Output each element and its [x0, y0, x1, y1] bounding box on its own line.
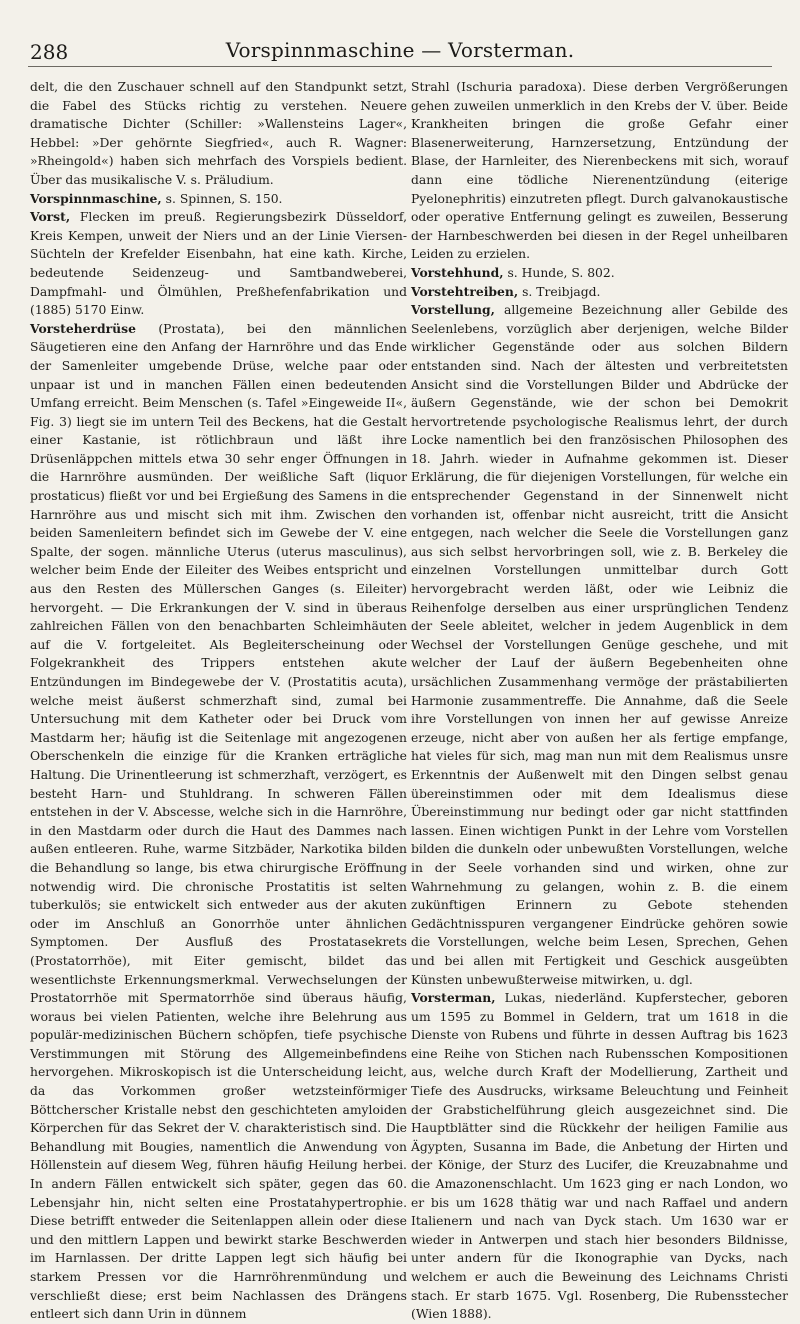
entry-paragraph [30, 320, 407, 1324]
entry-paragraph [411, 264, 788, 283]
entry-paragraph [30, 78, 407, 190]
page-number: 288 [30, 40, 69, 64]
entry-paragraph [30, 190, 407, 209]
entry-headword: Vorspinnmaschine, [30, 190, 162, 206]
entry-headword: Vorsterman, [411, 990, 496, 1006]
right-column [411, 78, 788, 1324]
left-column [30, 78, 407, 1324]
page-header [28, 36, 772, 67]
entry-text: Lukas, niederländ. Kupferstecher, geboren um 1595 zu Bommel in Geldern, trat um 1618 in die Dienste von Rubens und führte in dessen Auftrag bis 1623 eine Reihe von Stichen nach Rubensschen Kompositionen aus, welche durch Kraft der Modellierung, Zartheit und Tiefe des Ausdrucks, wirksame Beleuchtung und Feinheit der Grabstichelführung gleich ausgezeichnet sind. Die Hauptblätter sind die Rückkehr der heiligen Familie aus Ägypten, Susanna im Bade, die Anbetung der Hirten und der Könige, der Sturz des Lucifer, die Kreuzabnahme und die Amazonenschlacht. Um 1623 ging er nach London, wo er bis um 1628 thätig war und nach Raffael und andern Italienern und nach van Dyck stach. Um 1630 war er wieder in Antwerpen und stach hier besonders Bildnisse, unter andern für die Ikonographie van Dycks, nach welchem er auch die Beweinung des Leichnams Christi stach. Er starb 1675. Vgl. Rosenberg, Die Rubensstecher (Wien 1888). [411, 991, 788, 1322]
entry-paragraph [411, 78, 788, 264]
entry-paragraph [411, 283, 788, 302]
entry-text: Flecken im preuß. Regierungsbezirk Düsseldorf, Kreis Kempen, unweit der Niers und an der Linie Viersen-Süchteln der Krefelder Eisenbahn, hat eine kath. Kirche, bedeutende Seidenzeug- und Samtbandweberei, Dampfmahl- und Ölmühlen, Preßhefenfabrikation und (1885) 5170 Einw. [30, 210, 407, 318]
entry-text: (Prostata), bei den männlichen Säugetieren eine den Anfang der Harnröhre und das Ende der Samenleiter umgebende Drüse, welche paar oder unpaar ist und in manchen Fällen einen bedeutenden Umfang erreicht. Beim Menschen (s. Tafel »Eingeweide II«, Fig. 3) liegt sie im untern Teil des Beckens, hat die Gestalt einer Kastanie, ist rötlichbraun und läßt ihre Drüsenläppchen mittels etwa 30 sehr enger Öffnungen in die Harnröhre ausmünden. Der weißliche Saft (liquor prostaticus) fließt vor und bei Ergießung des Samens in die Harnröhre aus und mischt sich mit ihm. Zwischen den beiden Samenleitern befindet sich im Gewebe der V. eine Spalte, der sogen. männliche Uterus (uterus masculinus), welcher beim Ende der Eileiter des Weibes entspricht und aus den Resten des Müllerschen Ganges (s. Eileiter) hervorgeht. — Die Erkrankungen der V. sind in überaus zahlreichen Fällen von den benachbarten Schleimhäuten auf die V. fortgeleitet. Als Begleiterscheinung oder Folgekrankheit des Trippers entstehen akute Entzündungen im Bindegewebe der V. (Prostatitis acuta), welche meist äußerst schmerzhaft sind, zumal bei Untersuchung mit dem Katheter oder bei Druck vom Mastdarm her; häufig ist die Seitenlage mit angezogenen Oberschenkeln die einzige für die Kranken erträgliche Haltung. Die Urinentleerung ist schmerzhaft, verzögert, es besteht Harn- und Stuhldrang. In schweren Fällen entstehen in der V. Abscesse, welche sich in die Harnröhre, in den Mastdarm oder durch die Haut des Dammes nach außen entleeren. Ruhe, warme Sitzbäder, Narkotika bilden die Behandlung so lange, bis etwa chirurgische Eröffnung notwendig wird. Die chronische Prostatitis ist selten tuberkulös; sie entwickelt sich entweder aus der akuten oder im Anschluß an Gonorrhöe unter ähnlichen Symptomen. Der Ausfluß des Prostatasekrets (Prostatorrhöe), mit Eiter gemischt, bildet das wesentlichste Erkennungsmerkmal. Verwechselungen der Prostatorrhöe mit Spermatorrhöe sind überaus häufig, woraus bei vielen Patienten, welche ihre Belehrung aus populär-medizinischen Büchern schöpfen, tiefe psychische Verstimmungen mit Störung des Allgemeinbefindens hervorgehen. Mikroskopisch ist die Unterscheidung leicht, da das Vorkommen großer wetzsteinförmiger Böttcherscher Kristalle nebst den geschichteten amyloiden Körperchen für das Sekret der V. charakteristisch sind. Die Behandlung mit Bougies, namentlich die Anwendung von Höllenstein auf diesem Weg, führen häufig Heilung herbei. In andern Fällen entwickelt sich später, gegen das 60. Lebensjahr hin, nicht selten eine Prostatahypertrophie. Diese betrifft entweder die Seitenlappen allein oder diese und den mittlern Lappen und bewirkt starke Beschwerden im Harnlassen. Der dritte Lappen legt sich häufig bei starkem Pressen vor die Harnröhrenmündung und verschließt diese; erst beim Nachlassen des Drängens entleert sich dann Urin in dünnem [30, 321, 407, 1322]
entry-paragraph [411, 301, 788, 989]
entry-paragraph [411, 989, 788, 1324]
entry-headword: Vorstehhund, [411, 264, 504, 280]
entry-headword: Vorsteherdrüse [30, 320, 136, 336]
running-title: Vorspinnmaschine — Vorsterman. [225, 38, 575, 62]
entry-paragraph [30, 208, 407, 320]
entry-text: delt, die den Zuschauer schnell auf den Standpunkt setzt, die Fabel des Stücks richtig zu verstehen. Neuere dramatische Dichter (Schiller: »Wallensteins Lager«, Hebbel: »Der gehörnte Siegfried«, auch R. Wagner: »Rheingold«) haben sich mehrfach des Vorspiels bedient. Über das musikalische V. s. Präludium. [30, 80, 407, 187]
entry-text: allgemeine Bezeichnung aller Gebilde des Seelenlebens, vorzüglich aber derjenigen, welche Bilder wirklicher Gegenstände oder aus solchen Bildern entstanden sind. Nach der ältesten und verbreitetsten Ansicht sind die Vorstellungen Bilder und Abdrücke der äußern Gegenstände, wie der schon bei Demokrit hervortretende psychologische Realismus lehrt, der durch Locke namentlich bei den französischen Philosophen des 18. Jahrh. wieder in Aufnahme gekommen ist. Dieser Erklärung, die für diejenigen Vorstellungen, für welche ein entsprechender Gegenstand in der Sinnenwelt nicht vorhanden ist, offenbar nicht ausreicht, tritt die Ansicht entgegen, nach welcher die Seele die Vorstellungen ganz aus sich selbst hervorbringen soll, wie z. B. Berkeley die einzelnen Vorstellungen unmittelbar durch Gott hervorgebracht werden läßt, oder wie Leibniz die Reihenfolge derselben aus einer ursprünglichen Tendenz der Seele ableitet, welcher in jedem Augenblick in dem Wechsel der Vorstellungen Genüge geschehe, und mit welcher der Lauf der äußern Begebenheiten ohne ursächlichen Zusammenhang vermöge der prästabilierten Harmonie zusammentreffe. Die Annahme, daß die Seele ihre Vorstellungen von innen her auf gewisse Anreize erzeuge, nicht aber von außen her als fertige empfange, hat vieles für sich, mag man nun mit dem Realismus unsre Erkenntnis der Außenwelt mit den Dingen selbst genau übereinstimmen oder mit dem Idealismus diese Übereinstimmung nur bedingt oder gar nicht stattfinden lassen. Einen wichtigen Punkt in der Lehre vom Vorstellen bilden die dunkeln oder unbewußten Vorstellungen, welche in der Seele vorhanden sind und wirken, ohne zur Wahrnehmung zu gelangen, wohin z. B. die einem zukünftigen Erinnern zu Gebote stehenden Gedächtnisspuren vergangener Eindrücke gehören sowie die Vorstellungen, welche beim Lesen, Sprechen, Gehen und bei allen mit Fertigkeit und Geschick ausgeübten Künsten unbewußterweise mitwirken, u. dgl. [411, 303, 788, 987]
entry-headword: Vorstellung, [411, 302, 495, 318]
entry-text: s. Hunde, S. 802. [503, 265, 615, 280]
entry-text: Strahl (Ischuria paradoxa). Diese derben Vergrößerungen gehen zuweilen unmerklich in den Krebs der V. über. Beide Krankheiten bringen die große Gefahr einer Blasenerweiterung, Harnzersetzung, Entzündung der Blase, der Harnleiter, des Nierenbeckens mit sich, worauf dann eine tödliche Nierenentzündung (eiterige Pyelonephritis) einzutreten pflegt. Durch galvanokaustische oder operative Entfernung gelingt es zuweilen, Besserung der Harnbeschwerden bei diesen in der Regel unheilbaren Leiden zu erzielen. [411, 80, 789, 262]
entry-text: s. Spinnen, S. 150. [161, 191, 283, 206]
entry-headword: Vorst, [30, 209, 71, 225]
entry-headword: Vorstehtreiben, [411, 283, 519, 299]
entry-text: s. Treibjagd. [518, 284, 601, 299]
